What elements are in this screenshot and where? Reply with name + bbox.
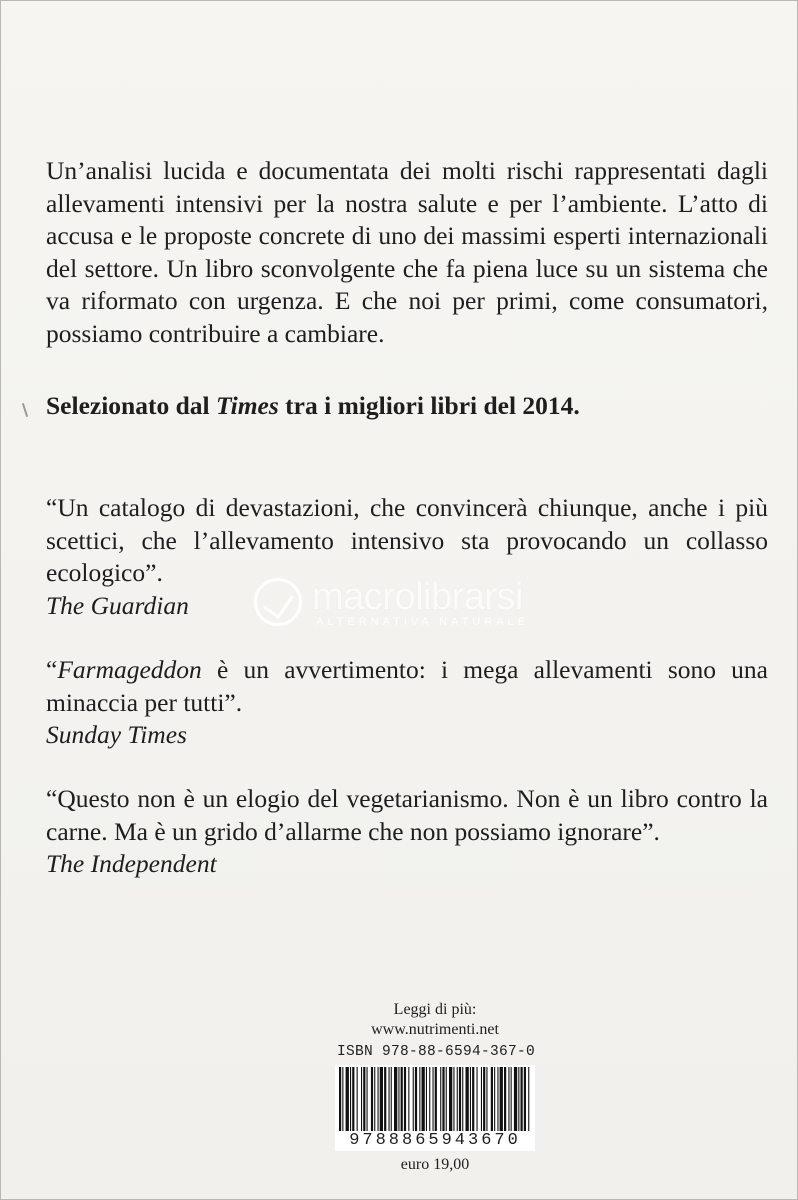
barcode-bar bbox=[504, 1067, 506, 1131]
barcode-bar bbox=[378, 1067, 379, 1131]
barcode-bar bbox=[440, 1067, 441, 1131]
barcode-bar bbox=[357, 1067, 358, 1131]
watermark bbox=[250, 576, 560, 636]
barcode-bar bbox=[394, 1067, 397, 1131]
barcode-bar bbox=[408, 1067, 409, 1131]
barcode-bar bbox=[391, 1067, 392, 1131]
barcode-bar bbox=[508, 1067, 509, 1131]
quote-text bbox=[46, 783, 768, 848]
quote-independent bbox=[46, 783, 768, 881]
leaf-logo-icon bbox=[254, 578, 302, 626]
barcode-bar bbox=[352, 1067, 354, 1131]
barcode-bar bbox=[459, 1067, 461, 1131]
quote-source: The Guardian bbox=[46, 590, 189, 620]
quote-source: Sunday Times bbox=[46, 720, 187, 749]
barcode-bar bbox=[494, 1067, 495, 1131]
barcode-bar bbox=[524, 1067, 526, 1131]
barcode-bar bbox=[477, 1067, 478, 1131]
barcode-bar bbox=[426, 1067, 427, 1131]
barcode-bar bbox=[483, 1067, 485, 1131]
barcode-bar bbox=[453, 1067, 454, 1131]
barcode-bar bbox=[442, 1067, 444, 1131]
barcode-bar bbox=[481, 1067, 482, 1131]
barcode bbox=[335, 1065, 535, 1133]
barcode-bar bbox=[500, 1067, 503, 1131]
more-label: Leggi di più: bbox=[393, 1001, 477, 1018]
quote-italic: Farmageddon bbox=[57, 655, 202, 684]
blurb-paragraph: Un’analisi lucida e documentata dei molti rischi rappresentati dagli allevamenti intensivi per la nostra salute e per l’ambiente. L’atto di accusa e le proposte concrete di uno dei massimi esperti internazionali del settore. Un libro sconvolgente che fa piena luce su un sistema che va riformato con urgenza. E che noi per primi, come consumatori, possiamo contribuire a cambiare. bbox=[46, 156, 768, 348]
quote-text bbox=[46, 492, 768, 590]
quote-pre: “Questo non è un elogio del vegetarianismo. Non è un libro contro la carne. Ma è un grido d’allarme che non possiamo ignorare”. bbox=[46, 784, 768, 846]
barcode-bar bbox=[514, 1067, 517, 1131]
barcode-bar bbox=[466, 1067, 469, 1131]
barcode-bar bbox=[404, 1067, 406, 1131]
quote-source: The Independent bbox=[46, 849, 217, 878]
barcode-bar bbox=[339, 1067, 341, 1131]
barcode-bar bbox=[419, 1067, 420, 1131]
barcode-bar bbox=[389, 1067, 390, 1131]
barcode-bar bbox=[422, 1067, 425, 1131]
barcode-bar bbox=[342, 1067, 343, 1131]
watermark-tagline: ALTERNATIVA NATURALE bbox=[316, 616, 530, 628]
quote-pre: “Un catalogo di devastazioni, che convincerà chiunque, anche i più scettici, che l’allevamento intensivo sta provocando un collasso ecologico”. bbox=[46, 493, 768, 587]
selected-before: Selezionato dal bbox=[46, 391, 216, 420]
barcode-bar bbox=[361, 1067, 362, 1131]
barcode-bar bbox=[521, 1067, 523, 1131]
barcode-bar bbox=[363, 1067, 365, 1131]
barcode-bar bbox=[371, 1067, 373, 1131]
barcode-bar bbox=[497, 1067, 498, 1131]
barcode-bar bbox=[528, 1067, 529, 1131]
isbn: ISBN 978-88-6594-367-0 bbox=[337, 1044, 536, 1060]
watermark-name: macrolibrarsi bbox=[312, 576, 523, 618]
barcode-bar bbox=[449, 1067, 452, 1131]
barcode-bar bbox=[518, 1067, 519, 1131]
quote-sunday-times bbox=[46, 654, 768, 752]
selected-italic: Times bbox=[216, 391, 279, 420]
quote-post: è un avvertimento: i mega allevamenti sono una minaccia per tutti”. bbox=[46, 655, 768, 717]
barcode-bar bbox=[380, 1067, 383, 1131]
barcode-bar bbox=[470, 1067, 471, 1131]
barcode-bar bbox=[398, 1067, 399, 1131]
quote-pre: “ bbox=[46, 655, 58, 684]
barcode-bar bbox=[446, 1067, 447, 1131]
barcode-bar bbox=[346, 1067, 349, 1131]
barcode-bar bbox=[429, 1067, 430, 1131]
barcode-bar bbox=[435, 1067, 437, 1131]
barcode-bar bbox=[415, 1067, 417, 1131]
barcode-bar bbox=[486, 1067, 487, 1131]
selected-by-times bbox=[46, 390, 768, 422]
publisher-info bbox=[330, 1000, 540, 1040]
barcode-bar bbox=[462, 1067, 463, 1131]
barcode-bar bbox=[350, 1067, 351, 1131]
selected-after: tra i migliori libri del 2014. bbox=[278, 391, 580, 420]
barcode-bar bbox=[491, 1067, 493, 1131]
price: euro 19,00 bbox=[400, 1156, 470, 1173]
website-link: www.nutrimenti.net bbox=[371, 1021, 499, 1038]
barcode-bar bbox=[367, 1067, 368, 1131]
barcode-bar bbox=[511, 1067, 512, 1131]
barcode-bar bbox=[433, 1067, 434, 1131]
barcode-bar bbox=[384, 1067, 386, 1131]
barcode-bar bbox=[457, 1067, 458, 1131]
quote-text bbox=[46, 654, 768, 719]
barcode-bar bbox=[472, 1067, 474, 1131]
barcode-bar bbox=[401, 1067, 403, 1131]
barcode-digits: 9788865943670 bbox=[335, 1131, 535, 1151]
barcode-bar bbox=[413, 1067, 414, 1131]
barcode-bar bbox=[374, 1067, 375, 1131]
